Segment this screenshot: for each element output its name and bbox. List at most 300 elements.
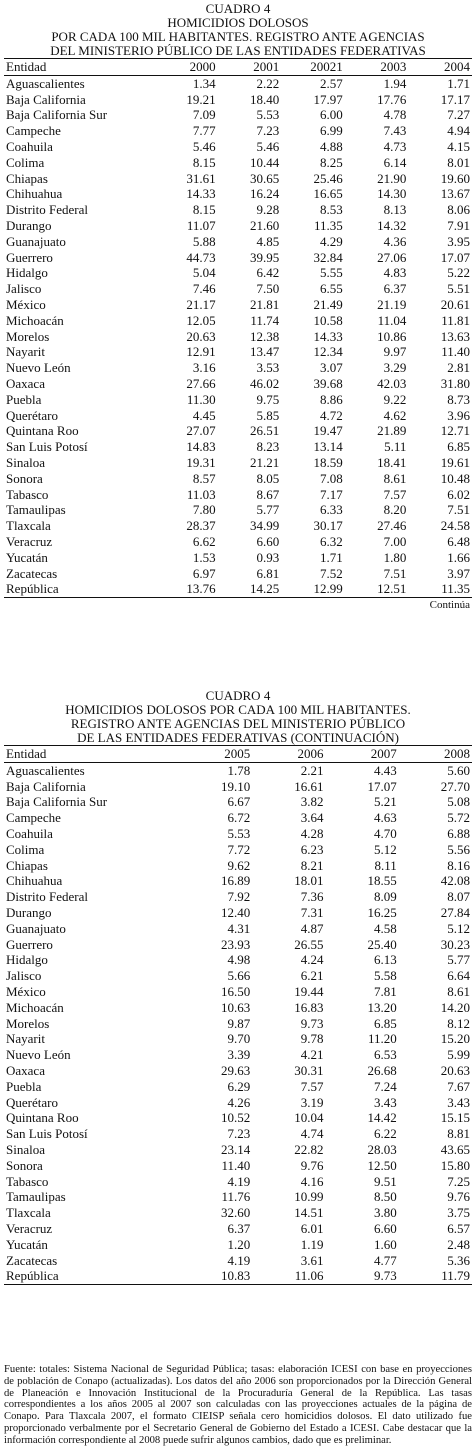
rate-value-cell: 3.43 xyxy=(447,1094,470,1110)
rate-value-cell: 4.26 xyxy=(227,1094,251,1110)
entity-name-cell: Puebla xyxy=(6,1078,42,1094)
rate-value-cell: 8.81 xyxy=(447,1126,470,1142)
entity-name-cell: Chihuahua xyxy=(6,186,63,202)
table-row xyxy=(4,858,472,874)
table-row xyxy=(4,202,472,218)
table-row xyxy=(4,107,472,123)
rate-value-cell: 7.27 xyxy=(447,107,470,123)
table-row xyxy=(4,344,472,360)
table-row xyxy=(4,313,472,329)
table-row xyxy=(4,171,472,187)
rate-value-cell: 7.00 xyxy=(383,533,407,549)
table2-title-line: REGISTRO ANTE AGENCIAS DEL MINISTERIO PÚBLICO xyxy=(70,716,406,731)
rate-value-cell: 27.84 xyxy=(440,904,470,920)
rate-value-cell: 8.53 xyxy=(320,202,343,218)
rate-value-cell: 10.52 xyxy=(221,1110,251,1126)
rate-value-cell: 3.82 xyxy=(300,794,324,810)
rate-value-cell: 2.22 xyxy=(256,75,280,91)
rate-value-cell: 4.94 xyxy=(447,123,470,139)
entity-name-cell: Veracruz xyxy=(6,1220,53,1236)
table-row xyxy=(4,1016,472,1032)
rate-value-cell: 8.67 xyxy=(256,486,280,502)
rate-value-cell: 11.74 xyxy=(250,312,280,328)
rate-value-cell: 19.10 xyxy=(221,778,251,794)
rate-value-cell: 7.24 xyxy=(374,1078,397,1094)
table-row xyxy=(4,1110,472,1126)
entity-name-cell: Distrito Federal xyxy=(6,202,88,218)
table-row xyxy=(4,360,472,376)
rate-value-cell: 5.58 xyxy=(374,968,397,984)
rate-value-cell: 16.61 xyxy=(294,778,324,794)
rate-value-cell: 9.73 xyxy=(326,1268,399,1284)
rate-value-cell: 7.25 xyxy=(447,1173,470,1189)
table-row xyxy=(4,218,472,234)
rate-value-cell: 2.48 xyxy=(447,1236,470,1252)
entity-name-cell: Sonora xyxy=(6,1157,43,1173)
rate-value-cell: 19.31 xyxy=(186,454,216,470)
rate-value-cell: 6.14 xyxy=(383,154,407,170)
rate-value-cell: 3.64 xyxy=(300,810,324,826)
rate-value-cell: 19.60 xyxy=(440,170,470,186)
rate-value-cell: 1.20 xyxy=(227,1236,251,1252)
table1-section xyxy=(4,2,472,612)
entity-name-cell: Distrito Federal xyxy=(6,889,88,905)
rate-value-cell: 17.76 xyxy=(377,91,407,107)
table-row xyxy=(4,1237,472,1253)
rate-value-cell: 18.59 xyxy=(313,454,343,470)
table1 xyxy=(4,58,472,598)
rate-value-cell: 17.07 xyxy=(440,249,470,265)
rate-value-cell: 4.72 xyxy=(320,407,343,423)
rate-value-cell: 8.86 xyxy=(320,391,343,407)
rate-value-cell: 7.17 xyxy=(320,486,343,502)
rate-value-cell: 7.52 xyxy=(320,565,343,581)
rate-value-cell: 7.80 xyxy=(192,502,216,518)
entity-name-cell: Durango xyxy=(6,217,52,233)
rate-value-cell: 8.15 xyxy=(192,154,216,170)
rate-value-cell: 18.01 xyxy=(294,873,324,889)
table-row xyxy=(4,842,472,858)
rate-value-cell: 2.21 xyxy=(300,762,324,778)
rate-value-cell: 28.37 xyxy=(186,518,216,534)
table2-title xyxy=(4,689,472,745)
rate-value-cell: 30.17 xyxy=(313,518,343,534)
rate-value-cell: 17.07 xyxy=(367,778,397,794)
rate-value-cell: 5.51 xyxy=(447,281,470,297)
rate-value-cell: 8.50 xyxy=(374,1189,397,1205)
entity-name-cell: Michoacán xyxy=(6,999,64,1015)
rate-value-cell: 6.02 xyxy=(447,486,470,502)
rate-value-cell: 8.23 xyxy=(256,439,280,455)
rate-value-cell: 11.20 xyxy=(367,1031,397,1047)
table-row xyxy=(4,794,472,810)
rate-value-cell: 7.46 xyxy=(192,281,216,297)
entity-name-cell: Aguascalientes xyxy=(6,75,85,91)
rate-value-cell: 9.51 xyxy=(374,1173,397,1189)
rate-value-cell: 5.99 xyxy=(447,1047,470,1063)
table1-header-cell: 2001 xyxy=(218,59,282,76)
entity-name-cell: Puebla xyxy=(6,391,42,407)
rate-value-cell: 5.21 xyxy=(374,794,397,810)
rate-value-cell: 26.55 xyxy=(294,936,324,952)
rate-value-cell: 3.39 xyxy=(227,1047,251,1063)
rate-value-cell: 3.61 xyxy=(300,1252,324,1268)
rate-value-cell: 20.61 xyxy=(440,296,470,312)
rate-value-cell: 3.19 xyxy=(300,1094,324,1110)
rate-value-cell: 9.73 xyxy=(300,1015,324,1031)
table-row xyxy=(4,968,472,984)
rate-value-cell: 12.50 xyxy=(367,1157,397,1173)
rate-value-cell: 5.36 xyxy=(447,1252,470,1268)
rate-value-cell: 9.78 xyxy=(300,1031,324,1047)
rate-value-cell: 1.71 xyxy=(320,549,343,565)
rate-value-cell: 27.07 xyxy=(186,423,216,439)
rate-value-cell: 9.22 xyxy=(383,391,407,407)
rate-value-cell: 6.22 xyxy=(374,1126,397,1142)
entity-name-cell: Guanajuato xyxy=(6,233,66,249)
rate-value-cell: 3.75 xyxy=(447,1205,470,1221)
rate-value-cell: 4.77 xyxy=(374,1252,397,1268)
rate-value-cell: 6.64 xyxy=(447,968,470,984)
entity-name-cell: México xyxy=(6,983,46,999)
entity-name-cell: Tabasco xyxy=(6,486,49,502)
entity-name-cell: Oaxaca xyxy=(6,375,45,391)
rate-value-cell: 28.03 xyxy=(367,1141,397,1157)
rate-value-cell: 16.50 xyxy=(221,983,251,999)
rate-value-cell: 12.71 xyxy=(440,423,470,439)
rate-value-cell: 14.32 xyxy=(377,217,407,233)
rate-value-cell: 13.76 xyxy=(154,581,218,597)
rate-value-cell: 8.15 xyxy=(192,202,216,218)
rate-value-cell: 25.40 xyxy=(367,936,397,952)
rate-value-cell: 6.13 xyxy=(374,952,397,968)
rate-value-cell: 10.63 xyxy=(221,999,251,1015)
table-row xyxy=(4,297,472,313)
table-row xyxy=(4,889,472,905)
rate-value-cell: 6.97 xyxy=(192,565,216,581)
rate-value-cell: 18.40 xyxy=(249,91,280,107)
table-row xyxy=(4,281,472,297)
entity-name-cell: Nayarit xyxy=(6,344,45,360)
rate-value-cell: 14.30 xyxy=(377,186,407,202)
rate-value-cell: 12.51 xyxy=(345,581,409,597)
table2-header-cell: Entidad xyxy=(4,746,179,763)
rate-value-cell: 14.33 xyxy=(186,186,216,202)
table-row xyxy=(4,581,472,597)
rate-value-cell: 8.61 xyxy=(383,470,407,486)
rate-value-cell: 5.55 xyxy=(320,265,343,281)
rate-value-cell: 4.73 xyxy=(383,138,407,154)
rate-value-cell: 8.07 xyxy=(447,889,470,905)
table-row xyxy=(4,779,472,795)
table-row xyxy=(4,1174,472,1190)
rate-value-cell: 7.43 xyxy=(383,123,407,139)
table-row xyxy=(4,1126,472,1142)
rate-value-cell: 11.76 xyxy=(221,1189,251,1205)
rate-value-cell: 14.51 xyxy=(294,1205,324,1221)
table2 xyxy=(4,745,472,1285)
table1-title xyxy=(4,2,472,58)
rate-value-cell: 21.17 xyxy=(186,296,216,312)
rate-value-cell: 20.63 xyxy=(440,1062,470,1078)
table1-header-cell: 2003 xyxy=(345,59,409,76)
table2-header-cell: 2007 xyxy=(326,746,399,763)
rate-value-cell: 4.21 xyxy=(300,1047,324,1063)
rate-value-cell: 30.23 xyxy=(440,936,470,952)
rate-value-cell: 16.25 xyxy=(367,904,397,920)
rate-value-cell: 7.36 xyxy=(300,889,324,905)
rate-value-cell: 21.60 xyxy=(249,217,280,233)
rate-value-cell: 9.28 xyxy=(256,202,280,218)
rate-value-cell: 1.53 xyxy=(192,549,216,565)
rate-value-cell: 11.04 xyxy=(377,312,407,328)
rate-value-cell: 13.20 xyxy=(367,999,397,1015)
entity-name-cell: Jalisco xyxy=(6,968,42,984)
table-row xyxy=(4,905,472,921)
rate-value-cell: 13.63 xyxy=(440,328,470,344)
rate-value-cell: 7.57 xyxy=(300,1078,324,1094)
entity-name-cell: Veracruz xyxy=(6,533,53,549)
rate-value-cell: 42.08 xyxy=(440,873,470,889)
rate-value-cell: 14.42 xyxy=(367,1110,397,1126)
rate-value-cell: 4.74 xyxy=(300,1126,324,1142)
rate-value-cell: 4.28 xyxy=(300,825,324,841)
rate-value-cell: 6.88 xyxy=(447,825,470,841)
rate-value-cell: 5.77 xyxy=(256,502,280,518)
table-row xyxy=(4,937,472,953)
rate-value-cell: 5.12 xyxy=(374,841,397,857)
entity-name-cell: Guerrero xyxy=(6,936,53,952)
entity-name-cell: Nuevo León xyxy=(6,1047,71,1063)
rate-value-cell: 2.81 xyxy=(447,360,470,376)
entity-name-cell: Zacatecas xyxy=(6,1252,58,1268)
rate-value-cell: 11.81 xyxy=(441,312,470,328)
table2-header-cell: 2008 xyxy=(399,746,472,763)
rate-value-cell: 6.55 xyxy=(320,281,343,297)
rate-value-cell: 17.17 xyxy=(440,91,470,107)
rate-value-cell: 8.20 xyxy=(383,502,407,518)
table-row xyxy=(4,952,472,968)
rate-value-cell: 6.85 xyxy=(447,439,470,455)
table-row xyxy=(4,534,472,550)
table2-header-cell: 2006 xyxy=(252,746,325,763)
table-row xyxy=(4,1047,472,1063)
table-row xyxy=(4,1205,472,1221)
rate-value-cell: 22.82 xyxy=(294,1141,324,1157)
entity-name-cell: Oaxaca xyxy=(6,1062,45,1078)
table-row xyxy=(4,1268,472,1284)
rate-value-cell: 21.90 xyxy=(377,170,407,186)
entity-name-cell: Querétaro xyxy=(6,1094,58,1110)
table2-header-row xyxy=(4,746,472,763)
table-row xyxy=(4,423,472,439)
rate-value-cell: 3.97 xyxy=(447,565,470,581)
rate-value-cell: 19.21 xyxy=(186,91,216,107)
table2-title-line: CUADRO 4 xyxy=(205,688,271,703)
rate-value-cell: 6.99 xyxy=(320,123,343,139)
entity-name-cell: Guerrero xyxy=(6,249,53,265)
rate-value-cell: 21.21 xyxy=(249,454,280,470)
rate-value-cell: 34.99 xyxy=(249,518,280,534)
rate-value-cell: 0.93 xyxy=(256,549,280,565)
rate-value-cell: 23.93 xyxy=(221,936,251,952)
rate-value-cell: 8.16 xyxy=(447,857,470,873)
table1-title-line: CUADRO 4 xyxy=(205,1,271,16)
rate-value-cell: 15.80 xyxy=(440,1157,470,1173)
entity-name-cell: Michoacán xyxy=(6,312,64,328)
table2-title-line: DE LAS ENTIDADES FEDERATIVAS (CONTINUACIÓN) xyxy=(77,730,399,745)
entity-name-cell: Baja California xyxy=(6,778,86,794)
rate-value-cell: 3.16 xyxy=(192,360,216,376)
table1-title-line: POR CADA 100 MIL HABITANTES. REGISTRO ANTE AGENCIAS xyxy=(51,29,425,44)
rate-value-cell: 5.66 xyxy=(227,968,251,984)
rate-value-cell: 12.99 xyxy=(281,581,345,597)
rate-value-cell: 5.46 xyxy=(192,138,216,154)
rate-value-cell: 4.63 xyxy=(374,810,397,826)
rate-value-cell: 15.15 xyxy=(440,1110,470,1126)
rate-value-cell: 4.24 xyxy=(300,952,324,968)
rate-value-cell: 21.19 xyxy=(377,296,407,312)
table-row xyxy=(4,376,472,392)
rate-value-cell: 4.29 xyxy=(320,233,343,249)
table-row xyxy=(4,265,472,281)
rate-value-cell: 4.88 xyxy=(320,138,343,154)
table2-section xyxy=(4,689,472,1285)
rate-value-cell: 6.33 xyxy=(320,502,343,518)
rate-value-cell: 3.29 xyxy=(383,360,407,376)
rate-value-cell: 4.62 xyxy=(383,407,407,423)
rate-value-cell: 27.70 xyxy=(440,778,470,794)
rate-value-cell: 11.07 xyxy=(186,217,216,233)
rate-value-cell: 1.60 xyxy=(374,1236,397,1252)
rate-value-cell: 21.49 xyxy=(313,296,343,312)
table-row xyxy=(4,250,472,266)
rate-value-cell: 32.60 xyxy=(221,1205,251,1221)
rate-value-cell: 14.83 xyxy=(186,439,216,455)
table2-header-cell: 2005 xyxy=(179,746,252,763)
table-row xyxy=(4,873,472,889)
rate-value-cell: 11.06 xyxy=(252,1268,325,1284)
rate-value-cell: 30.31 xyxy=(294,1062,324,1078)
rate-value-cell: 3.07 xyxy=(320,360,343,376)
rate-value-cell: 4.85 xyxy=(256,233,280,249)
rate-value-cell: 12.40 xyxy=(221,904,251,920)
rate-value-cell: 9.76 xyxy=(447,1189,470,1205)
rate-value-cell: 6.57 xyxy=(447,1220,470,1236)
rate-value-cell: 8.01 xyxy=(447,154,470,170)
table-row xyxy=(4,1079,472,1095)
entity-name-cell: Jalisco xyxy=(6,281,42,297)
table-row xyxy=(4,439,472,455)
rate-value-cell: 6.29 xyxy=(227,1078,251,1094)
entity-name-cell: Nayarit xyxy=(6,1031,45,1047)
table-row xyxy=(4,1253,472,1269)
rate-value-cell: 8.13 xyxy=(383,202,407,218)
table1-header-cell: Entidad xyxy=(4,59,154,76)
table-row xyxy=(4,155,472,171)
rate-value-cell: 10.99 xyxy=(294,1189,324,1205)
entity-name-cell: Tlaxcala xyxy=(6,1205,51,1221)
rate-value-cell: 7.77 xyxy=(192,123,216,139)
rate-value-cell: 27.06 xyxy=(377,249,407,265)
rate-value-cell: 8.73 xyxy=(447,391,470,407)
rate-value-cell: 9.70 xyxy=(227,1031,251,1047)
rate-value-cell: 7.92 xyxy=(227,889,251,905)
entity-name-cell: Yucatán xyxy=(6,549,48,565)
entity-name-cell: San Luis Potosí xyxy=(6,1126,88,1142)
rate-value-cell: 5.46 xyxy=(256,138,280,154)
rate-value-cell: 27.66 xyxy=(186,375,216,391)
rate-value-cell: 4.78 xyxy=(383,107,407,123)
rate-value-cell: 4.19 xyxy=(227,1173,251,1189)
rate-value-cell: 6.32 xyxy=(320,533,343,549)
rate-value-cell: 32.84 xyxy=(313,249,343,265)
rate-value-cell: 30.65 xyxy=(249,170,280,186)
table-row xyxy=(4,1063,472,1079)
entity-name-cell: Morelos xyxy=(6,328,50,344)
rate-value-cell: 3.43 xyxy=(374,1094,397,1110)
rate-value-cell: 1.71 xyxy=(447,75,470,91)
rate-value-cell: 29.63 xyxy=(221,1062,251,1078)
entity-name-cell: Baja California Sur xyxy=(6,107,108,123)
rate-value-cell: 39.68 xyxy=(313,375,343,391)
rate-value-cell: 5.11 xyxy=(384,439,407,455)
table-row xyxy=(4,234,472,250)
table-row xyxy=(4,1000,472,1016)
rate-value-cell: 8.05 xyxy=(256,470,280,486)
table-row xyxy=(4,139,472,155)
table2-title-line: HOMICIDIOS DOLOSOS POR CADA 100 MIL HABITANTES. xyxy=(65,702,411,717)
rate-value-cell: 4.36 xyxy=(383,233,407,249)
rate-value-cell: 5.60 xyxy=(447,762,470,778)
rate-value-cell: 5.53 xyxy=(227,825,251,841)
entity-name-cell: Chiapas xyxy=(6,857,48,873)
table-row xyxy=(4,1189,472,1205)
entity-name-cell: Aguascalientes xyxy=(6,762,85,778)
rate-value-cell: 31.80 xyxy=(440,375,470,391)
rate-value-cell: 18.55 xyxy=(367,873,397,889)
rate-value-cell: 4.19 xyxy=(227,1252,251,1268)
rate-value-cell: 5.72 xyxy=(447,810,470,826)
table-row xyxy=(4,329,472,345)
rate-value-cell: 9.75 xyxy=(256,391,280,407)
table-row xyxy=(4,566,472,582)
rate-value-cell: 10.44 xyxy=(249,154,280,170)
rate-value-cell: 5.88 xyxy=(192,233,216,249)
rate-value-cell: 6.85 xyxy=(374,1015,397,1031)
rate-value-cell: 7.51 xyxy=(383,565,407,581)
rate-value-cell: 19.47 xyxy=(313,423,343,439)
rate-value-cell: 16.83 xyxy=(294,999,324,1015)
rate-value-cell: 4.31 xyxy=(227,920,251,936)
rate-value-cell: 7.23 xyxy=(227,1126,251,1142)
rate-value-cell: 4.45 xyxy=(192,407,216,423)
entity-name-cell: Baja California Sur xyxy=(6,794,108,810)
rate-value-cell: 6.72 xyxy=(227,810,251,826)
table-row xyxy=(4,123,472,139)
entity-name-cell: Tabasco xyxy=(6,1173,49,1189)
rate-value-cell: 11.40 xyxy=(441,344,470,360)
rate-value-cell: 23.14 xyxy=(221,1141,251,1157)
rate-value-cell: 1.80 xyxy=(383,549,407,565)
rate-value-cell: 5.08 xyxy=(447,794,470,810)
table-row xyxy=(4,502,472,518)
rate-value-cell: 11.35 xyxy=(314,217,343,233)
rate-value-cell: 5.22 xyxy=(447,265,470,281)
table-row xyxy=(4,75,472,91)
rate-value-cell: 9.76 xyxy=(300,1157,324,1173)
table-row xyxy=(4,826,472,842)
